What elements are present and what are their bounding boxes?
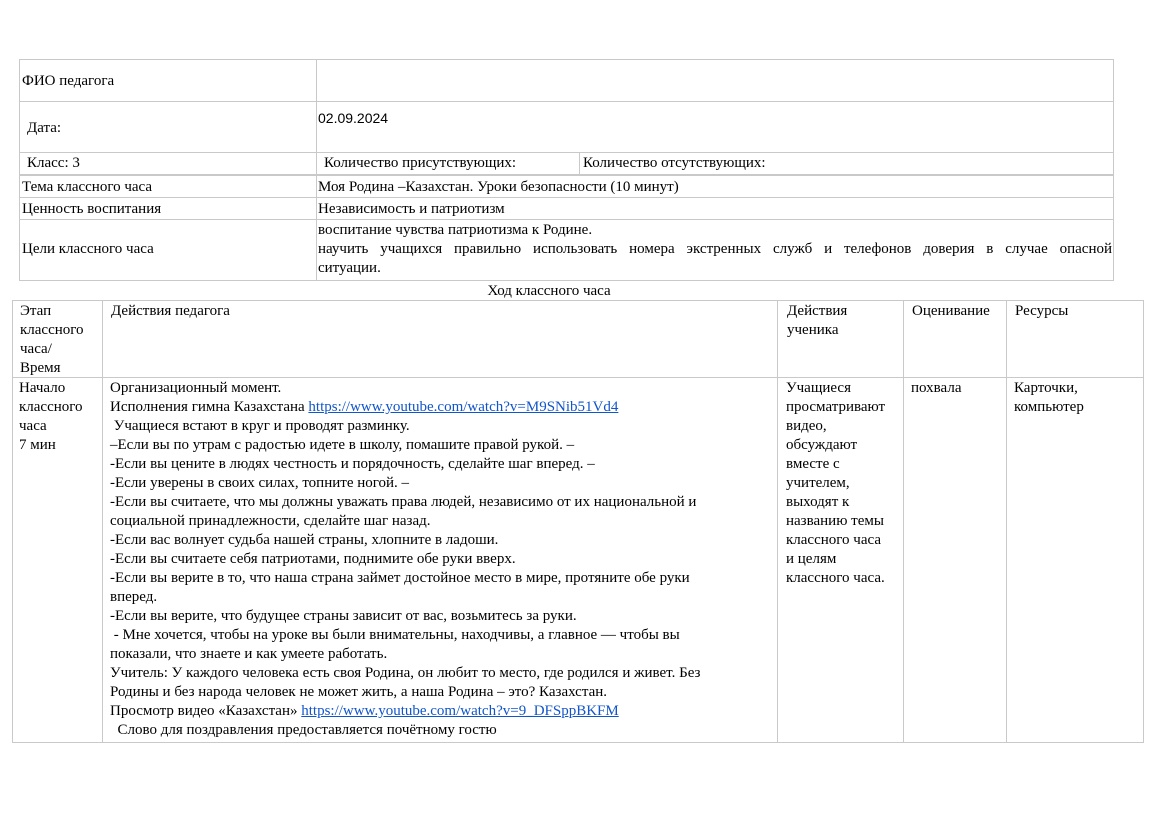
video-line xyxy=(110,702,777,721)
teacher-line: -Если вы считаете, что мы должны уважать права людей, независимо от их национальной и xyxy=(110,494,697,510)
goals-label-cell xyxy=(19,219,317,281)
student-actions-header-cell xyxy=(777,300,904,378)
kazakhstan-video-link[interactable]: https://www.youtube.com/watch?v=9_DFSppBKFM xyxy=(301,703,619,719)
teacher-line: -Если вы считаете себя патриотами, поднимите обе руки вверх. xyxy=(110,551,516,567)
teacher-line: показали, что знаете и как умеете работать. xyxy=(110,646,388,662)
student-actions-cell xyxy=(777,377,904,743)
absent-count-cell xyxy=(579,152,1114,175)
teacher-name-label: ФИО педагога xyxy=(22,73,115,89)
stage-time: 7 мин xyxy=(19,437,56,453)
goals-line-2: научить учащихся правильно использовать номера экстренных служб и телефонов доверия в случае опасной xyxy=(318,241,1112,257)
resources-header: Ресурсы xyxy=(1015,303,1069,319)
student-line: классного часа xyxy=(786,532,882,548)
stage-cell xyxy=(12,377,103,743)
student-line: выходят к xyxy=(786,494,850,510)
teacher-actions-header: Действия педагога xyxy=(111,303,230,319)
goals-line-1: воспитание чувства патриотизма к Родине. xyxy=(318,222,593,238)
student-line: видео, xyxy=(786,418,827,434)
teacher-line: Родины и без народа человек не может жить, а наша Родина – это? Казахстан. xyxy=(110,684,607,700)
stage-header-line: Время xyxy=(20,360,61,376)
education-value-cell xyxy=(316,197,1114,220)
stage-header-cell xyxy=(12,300,103,378)
date-value-cell xyxy=(316,101,1114,153)
class-label: Класс: 3 xyxy=(27,155,80,171)
teacher-line: Учащиеся встают в круг и проводят разминку. xyxy=(110,418,410,434)
education-value-label: Ценность воспитания xyxy=(22,201,162,217)
stage-header-line: классного xyxy=(20,322,84,338)
date-value: 02.09.2024 xyxy=(318,110,389,126)
teacher-line: -Если вас волнует судьба нашей страны, хлопните в ладоши. xyxy=(110,532,499,548)
teacher-line: - Мне хочется, чтобы на уроке вы были внимательны, находчивы, а главное — чтобы вы xyxy=(110,627,680,643)
teacher-line: -Если вы цените в людях честность и порядочность, сделайте шаг вперед. – xyxy=(110,456,595,472)
student-line: классного часа. xyxy=(786,570,885,586)
education-value-text: Независимость и патриотизм xyxy=(318,201,505,217)
student-line: Учащиеся xyxy=(786,380,851,396)
resource-item: Карточки, xyxy=(1014,380,1078,396)
topic-label: Тема классного часа xyxy=(22,179,153,195)
class-label-cell xyxy=(19,152,317,175)
teacher-line: -Если вы верите, что будущее страны зависит от вас, возьмитесь за руки. xyxy=(110,608,577,624)
teacher-name-value-cell xyxy=(316,59,1114,102)
date-label-cell xyxy=(19,101,317,153)
present-count-cell xyxy=(316,152,580,175)
stage-line: Начало xyxy=(19,380,66,396)
student-actions-header-line: Действия xyxy=(787,303,848,319)
topic-value: Моя Родина –Казахстан. Уроки безопасности (10 минут) xyxy=(318,179,679,195)
plan-title: Ход классного часа xyxy=(487,283,611,299)
student-line: учителем, xyxy=(786,475,850,491)
stage-header-line: часа/ xyxy=(20,341,52,357)
teacher-line: -Если вы верите в то, что наша страна займет достойное место в мире, протяните обе руки xyxy=(110,570,690,586)
teacher-name-label-cell xyxy=(19,59,317,102)
teacher-line: -Если уверены в своих силах, топните ногой. – xyxy=(110,475,410,491)
teacher-line: социальной принадлежности, сделайте шаг назад. xyxy=(110,513,431,529)
goals-label: Цели классного часа xyxy=(22,241,154,257)
teacher-line: Учитель: У каждого человека есть своя Родина, он любит то место, где родился и живет. Без xyxy=(110,665,701,681)
topic-label-cell xyxy=(19,175,317,198)
resource-item: компьютер xyxy=(1014,399,1084,415)
teacher-actions-cell xyxy=(102,377,778,743)
student-line: названию темы xyxy=(786,513,884,529)
resources-header-cell xyxy=(1006,300,1144,378)
present-count-label: Количество присутствующих: xyxy=(324,155,517,171)
student-line: просматривают xyxy=(786,399,886,415)
anthem-video-link[interactable]: https://www.youtube.com/watch?v=M9SNib51Vd4 xyxy=(308,399,619,415)
student-line: и целям xyxy=(786,551,837,567)
assessment-header: Оценивание xyxy=(912,303,990,319)
stage-line: классного xyxy=(19,399,83,415)
student-actions-header-line: ученика xyxy=(787,322,839,338)
student-line: обсуждают xyxy=(786,437,858,453)
topic-value-cell xyxy=(316,175,1114,198)
teacher-line: –Если вы по утрам с радостью идете в школу, помашите правой рукой. – xyxy=(110,437,575,453)
goals-value-cell xyxy=(316,219,1114,281)
video-prefix: Просмотр видео «Казахстан» xyxy=(110,703,302,719)
teacher-line: Организационный момент. xyxy=(110,380,282,396)
teacher-line: вперед. xyxy=(110,589,158,605)
absent-count-label: Количество отсутствующих: xyxy=(583,155,766,171)
assessment-header-cell xyxy=(903,300,1007,378)
stage-header-line: Этап xyxy=(20,303,52,319)
assessment-cell xyxy=(903,377,1007,743)
date-label: Дата: xyxy=(27,120,62,136)
teacher-line: Слово для поздравления предоставляется почётному гостю xyxy=(110,722,497,738)
teacher-actions-header-cell xyxy=(102,300,778,378)
stage-line: часа xyxy=(19,418,47,434)
anthem-line xyxy=(110,398,777,417)
assessment-value: похвала xyxy=(911,380,962,396)
student-line: вместе с xyxy=(786,456,840,472)
goals-line-3: ситуации. xyxy=(318,260,381,276)
anthem-prefix: Исполнения гимна Казахстана xyxy=(110,399,309,415)
resources-cell xyxy=(1006,377,1144,743)
education-value-label-cell xyxy=(19,197,317,220)
